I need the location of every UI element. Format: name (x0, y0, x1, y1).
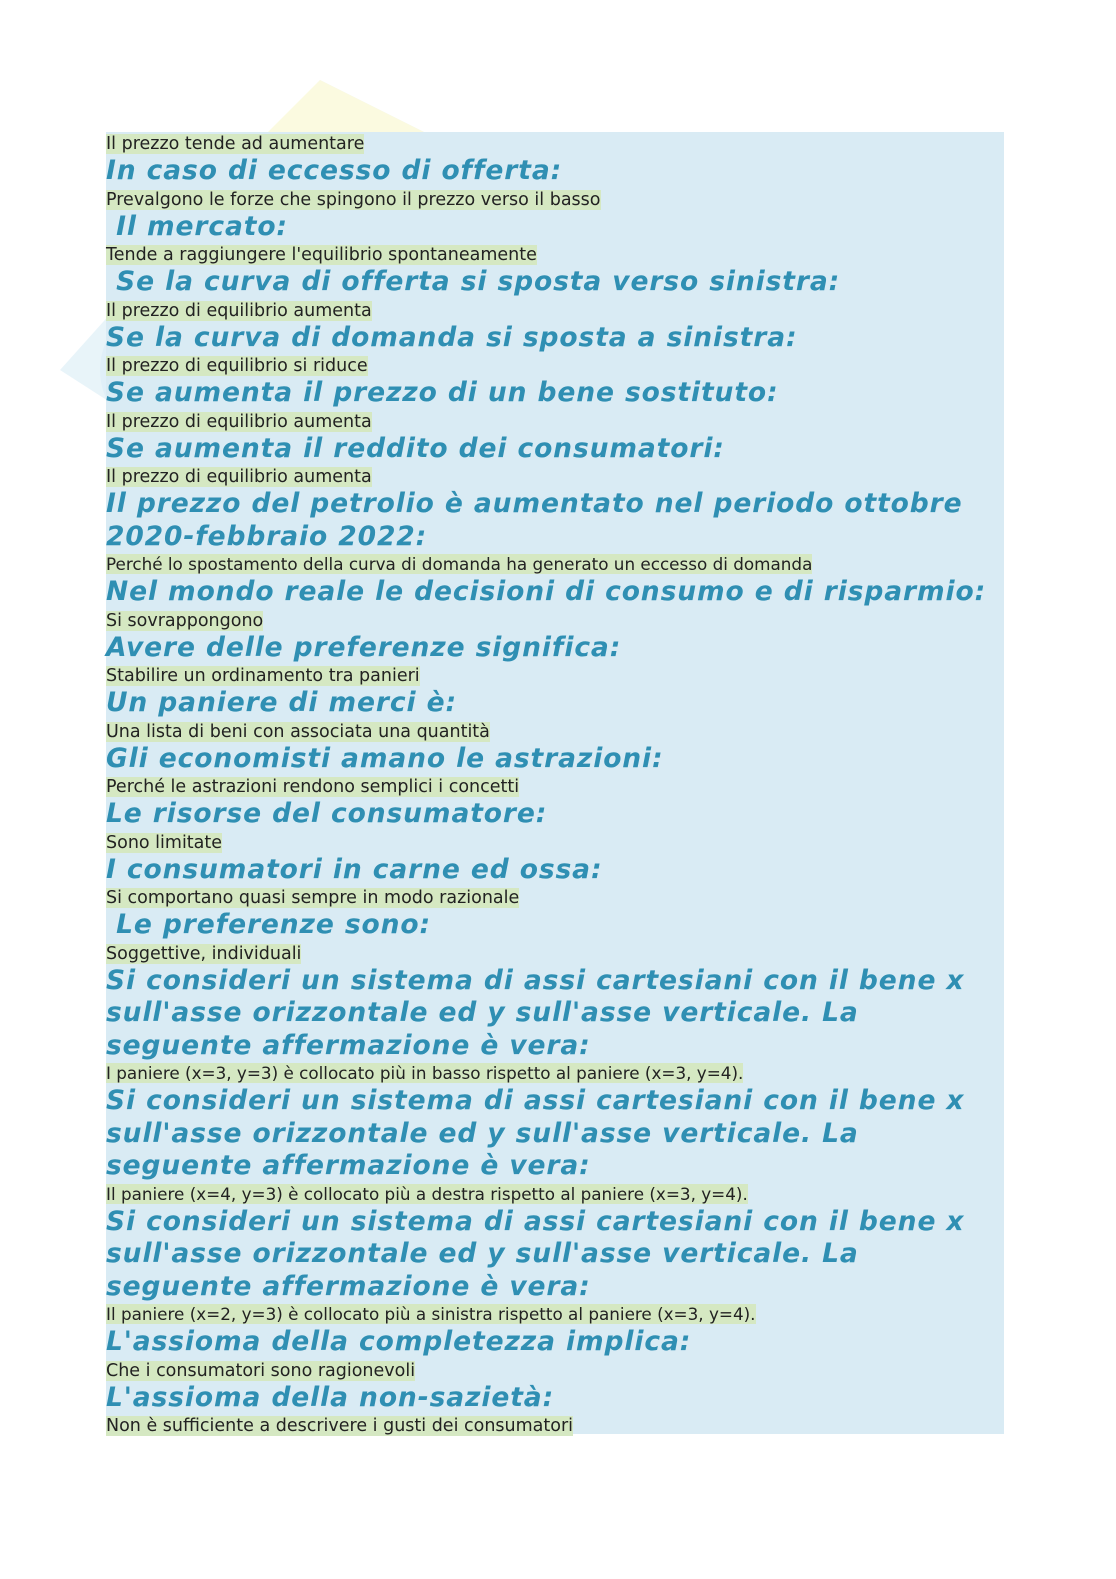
qa-item (106, 433, 1004, 489)
question-text: Nel mondo reale le decisioni di consumo e di risparmio: (106, 576, 987, 607)
qa-item (106, 132, 1004, 155)
question-text: Si consideri un sistema di assi cartesiani con il bene x sull'asse orizzontale ed y sull'asse verticale. La seguente affermazione è vera: (106, 1085, 975, 1181)
answer-text: Il prezzo di equilibrio aumenta (106, 467, 372, 487)
question-text: Un paniere di merci è: (106, 687, 457, 718)
question-text: Se la curva di offerta si sposta verso sinistra: (106, 266, 841, 297)
question-text: In caso di eccesso di offerta: (106, 155, 563, 186)
answer-text: Sono limitate (106, 832, 223, 853)
answer-text: Che i consumatori sono ragionevoli (106, 1360, 416, 1381)
answer-text: Perché le astrazioni rendono semplici i concetti (106, 777, 520, 797)
answer-text: I paniere (x=3, y=3) è collocato più in basso rispetto al paniere (x=3, y=4). (106, 1063, 744, 1083)
qa-item (106, 266, 1004, 322)
question-text: Se la curva di domanda si sposta a sinistra: (106, 321, 798, 353)
question-text: Il mercato: (106, 210, 288, 242)
qa-item (106, 377, 1004, 433)
qa-item (106, 322, 1004, 378)
answer-text: Il paniere (x=2, y=3) è collocato più a sinistra rispetto al paniere (x=3, y=4). (106, 1304, 756, 1324)
question-text: Le risorse del consumatore: (106, 798, 548, 829)
qa-item (106, 211, 1004, 267)
answer-text: Si comportano quasi sempre in modo razionale (106, 888, 520, 908)
qa-item (106, 1382, 1004, 1438)
answer-text: Prevalgono le forze che spingono il prezzo verso il basso (106, 189, 601, 210)
question-text: Si consideri un sistema di assi cartesiani con il bene x sull'asse orizzontale ed y sull'asse verticale. La seguente affermazione è vera: (106, 1205, 975, 1302)
question-text: Le preferenze sono: (106, 909, 432, 940)
answer-text: Stabilire un ordinamento tra panieri (106, 666, 420, 686)
qa-item (106, 687, 1004, 743)
qa-content (106, 132, 1004, 1434)
answer-text: Soggettive, individuali (106, 943, 302, 964)
answer-text: Il prezzo di equilibrio aumenta (106, 411, 372, 432)
question-text: Gli economisti amano le astrazioni: (106, 742, 664, 774)
answer-text: Non è sufficiente a descrivere i gusti dei consumatori (106, 1416, 574, 1436)
answer-text: Il prezzo tende ad aumentare (106, 134, 365, 154)
qa-item (106, 1326, 1004, 1382)
question-text: Se aumenta il reddito dei consumatori: (106, 432, 725, 464)
question-text: Se aumenta il prezzo di un bene sostituto: (106, 377, 779, 408)
answer-text: Una lista di beni con associata una quantità (106, 721, 490, 742)
answer-text: Il paniere (x=4, y=3) è collocato più a destra rispetto al paniere (x=3, y=4). (106, 1183, 748, 1204)
qa-item (106, 632, 1004, 688)
answer-text: Il prezzo di equilibrio aumenta (106, 300, 372, 321)
answer-text: Si sovrappongono (106, 610, 264, 631)
question-text: L'assioma della non-sazietà: (106, 1381, 555, 1413)
qa-item (106, 488, 1004, 576)
qa-item (106, 1085, 1004, 1206)
question-text: I consumatori in carne ed ossa: (106, 853, 603, 885)
answer-text: Perché lo spostamento della curva di domanda ha generato un eccesso di domanda (106, 554, 813, 574)
question-text: L'assioma della completezza implica: (106, 1326, 692, 1357)
answer-text: Il prezzo di equilibrio si riduce (106, 356, 368, 376)
qa-item (106, 155, 1004, 211)
question-text: Avere delle preferenze significa: (106, 631, 622, 663)
question-text: Si consideri un sistema di assi cartesiani con il bene x sull'asse orizzontale ed y sull'asse verticale. La seguente affermazione è vera: (106, 964, 975, 1061)
qa-item (106, 854, 1004, 910)
qa-item (106, 909, 1004, 965)
qa-item (106, 1206, 1004, 1327)
qa-item (106, 965, 1004, 1086)
answer-text: Tende a raggiungere l'equilibrio spontaneamente (106, 245, 537, 265)
qa-item (106, 576, 1004, 632)
qa-item (106, 798, 1004, 854)
qa-item (106, 743, 1004, 799)
question-text: Il prezzo del petrolio è aumentato nel periodo ottobre 2020-febbraio 2022: (106, 488, 973, 552)
